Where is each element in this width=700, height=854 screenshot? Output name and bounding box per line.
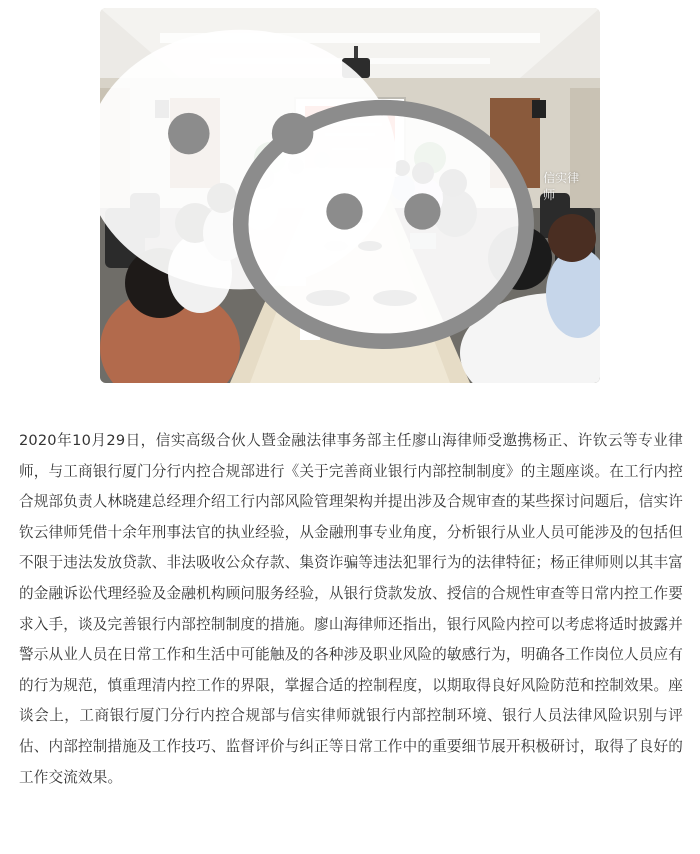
watermark xyxy=(100,8,588,373)
watermark-text: 信实律师 xyxy=(543,170,580,202)
article-paragraph: 2020年10月29日，信实高级合伙人暨金融法律事务部主任廖山海律师受邀携杨正、许钦云等专业律师，与工商银行厦门分行内控合规部进行《关于完善商业银行内部控制制度》的主题座谈。在工行内控合规部负责人林晓建总经理介绍工行内部风险管理架构并提出涉及合规审查的某些探讨问题后，信实许钦云律师凭借十余年刑事法官的执业经验，从金融刑事专业角度，分析银行从业人员可能涉及的包括但不限于违法发放贷款、非法吸收公众存款、集资诈骗等违法犯罪行为的法律特征；杨正律师则以其丰富的金融诉讼代理经验及金融机构顾问服务经验，从银行贷款发放、授信的合规性审查等日常内控工作要求入手，谈及完善银行内部控制制度的措施。廖山海律师还指出，银行风险内控可以考虑将适时披露并警示从业人员在日常工作和生活中可能触及的各种涉及职业风险的敏感行为，明确各工作岗位人员应有的行为规范，慎重理清内控工作的界限，掌握合适的控制程度，以期取得良好风险防范和控制效果。座谈会上，工商银行厦门分行内控合规部与信实律师就银行内部控制环境、银行人员法律风险识别与评估、内部控制措施及工作技巧、监督评价与纠正等日常工作中的重要细节展开积极研讨，取得了良好的工作交流效果。 xyxy=(19,432,683,786)
meeting-photo xyxy=(100,8,600,383)
wechat-icon xyxy=(100,8,539,373)
